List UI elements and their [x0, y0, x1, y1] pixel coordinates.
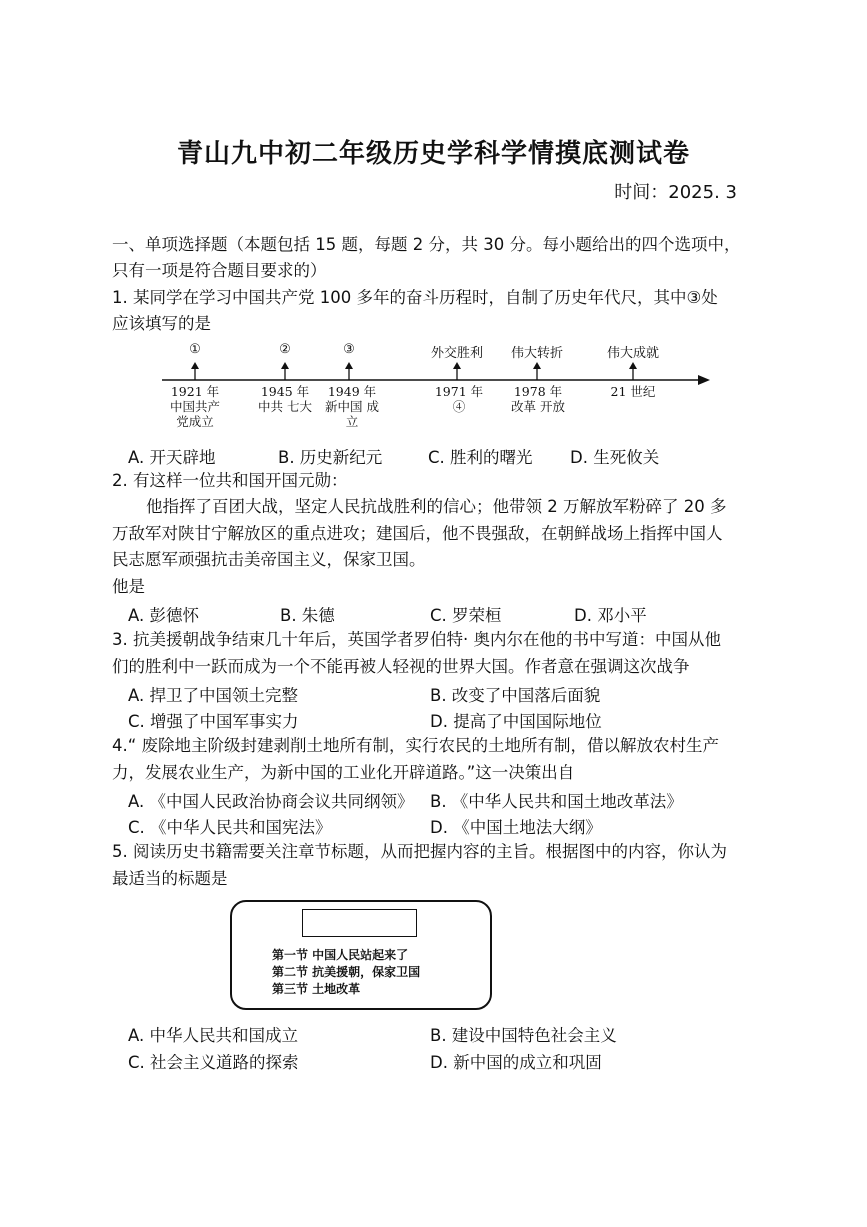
timeline-upper-2: ②	[279, 342, 291, 357]
timeline-arrowhead	[698, 375, 710, 385]
q1-option-c[interactable]: C. 胜利的曙光	[428, 448, 533, 467]
q5-stem-line2: 最适当的标题是	[112, 869, 228, 888]
section-heading-line2: 只有一项是符合题目要求的）	[112, 261, 327, 280]
q1-option-a[interactable]: A. 开天辟地	[128, 448, 216, 467]
q2-option-a[interactable]: A. 彭德怀	[128, 606, 199, 625]
timeline-upper-1: ①	[189, 342, 201, 357]
q3-stem-line1: 3. 抗美援朝战争结束几十年后，英国学者罗伯特· 奥内尔在他的书中写道：中国从他	[112, 630, 721, 649]
q2-quote-line3: 民志愿军顽强抗击美帝国主义，保家卫国。	[112, 550, 426, 569]
timeline-lower-6: 21 世纪	[610, 384, 656, 399]
chapter-section-2: 第二节 抗美援朝，保家卫国	[272, 965, 421, 979]
timeline-upper-5: 伟大转折	[510, 346, 563, 361]
q4-stem-line1: 4.“ 废除地主阶级封建剥削土地所有制，实行农民的土地所有制，借以解放农村生产	[112, 736, 720, 755]
q4-option-c[interactable]: C. 《中华人民共和国宪法》	[128, 818, 332, 837]
timeline-upper-6: 伟大成就	[606, 346, 659, 361]
q4-stem-line2: 力，发展农业生产，为新中国的工业化开辟道路。”这一决策出自	[112, 763, 575, 782]
timeline-lower-4: 1971 年 ④	[434, 384, 484, 414]
q5-option-a[interactable]: A. 中华人民共和国成立	[128, 1026, 298, 1045]
q3-stem-line2: 们的胜利中一跃而成为一个不能再被人轻视的世界大国。作者意在强调这次战争	[112, 657, 690, 676]
q3-option-d[interactable]: D. 提高了中国国际地位	[430, 712, 602, 731]
q3-option-c[interactable]: C. 增强了中国军事实力	[128, 712, 299, 731]
timeline-upper-3: ③	[343, 342, 355, 357]
q4-option-a[interactable]: A. 《中国人民政治协商会议共同纲领》	[128, 792, 414, 811]
q1-option-d[interactable]: D. 生死攸关	[570, 448, 660, 467]
q5-option-c[interactable]: C. 社会主义道路的探索	[128, 1053, 299, 1072]
q5-stem-line1: 5. 阅读历史书籍需要关注章节标题，从而把握内容的主旨。根据图中的内容，你认为	[112, 842, 727, 861]
timeline-lower-3: 1949 年 新中国 成立	[325, 384, 379, 429]
q3-option-b[interactable]: B. 改变了中国落后面貌	[430, 686, 601, 705]
timeline-lower-1: 1921 年 中国共产 党成立	[169, 384, 220, 429]
q1-stem-line1: 1. 某同学在学习中国共产党 100 多年的奋斗历程时，自制了历史年代尺，其中③处	[112, 288, 718, 307]
q2-option-c[interactable]: C. 罗荣桓	[430, 606, 502, 625]
page-title: 青山九中初二年级历史学科学情摸底测试卷	[176, 139, 690, 169]
q1-stem-line2: 应该填写的是	[112, 314, 211, 333]
chapter-title-blank	[302, 909, 417, 937]
q2-stem: 2. 有这样一位共和国开国元勋：	[112, 471, 348, 490]
q2-option-d[interactable]: D. 邓小平	[574, 606, 647, 625]
q4-option-d[interactable]: D. 《中国土地法大纲》	[430, 818, 602, 837]
q5-option-d[interactable]: D. 新中国的成立和巩固	[430, 1053, 602, 1072]
q4-option-b[interactable]: B. 《中华人民共和国土地改革法》	[430, 792, 683, 811]
timeline-lower-2: 1945 年 中共 七大	[258, 384, 312, 414]
chapter-figure	[230, 900, 492, 1010]
section-heading-line1: 一、单项选择题（本题包括 15 题，每题 2 分，共 30 分。每小题给出的四个选项中，	[112, 235, 741, 254]
timeline-upper-4: 外交胜利	[430, 346, 483, 361]
q2-quote-line1: 他指挥了百团大战，坚定人民抗战胜利的信心；他带领 2 万解放军粉碎了 20 多	[146, 497, 727, 516]
q5-option-b[interactable]: B. 建设中国特色社会主义	[430, 1026, 617, 1045]
timeline-lower-5: 1978 年 改革 开放	[511, 384, 565, 414]
q1-option-b[interactable]: B. 历史新纪元	[278, 448, 383, 467]
chapter-section-3: 第三节 土地改革	[272, 982, 361, 996]
chapter-section-1: 第一节 中国人民站起来了	[272, 948, 409, 962]
q2-option-b[interactable]: B. 朱德	[280, 606, 335, 625]
q3-option-a[interactable]: A. 捍卫了中国领土完整	[128, 686, 298, 705]
q2-ask: 他是	[112, 577, 145, 596]
exam-time: 时间：2025. 3	[614, 182, 737, 203]
q2-quote-line2: 万敌军对陕甘宁解放区的重点进攻；建国后，他不畏强敌，在朝鲜战场上指挥中国人	[112, 524, 723, 543]
